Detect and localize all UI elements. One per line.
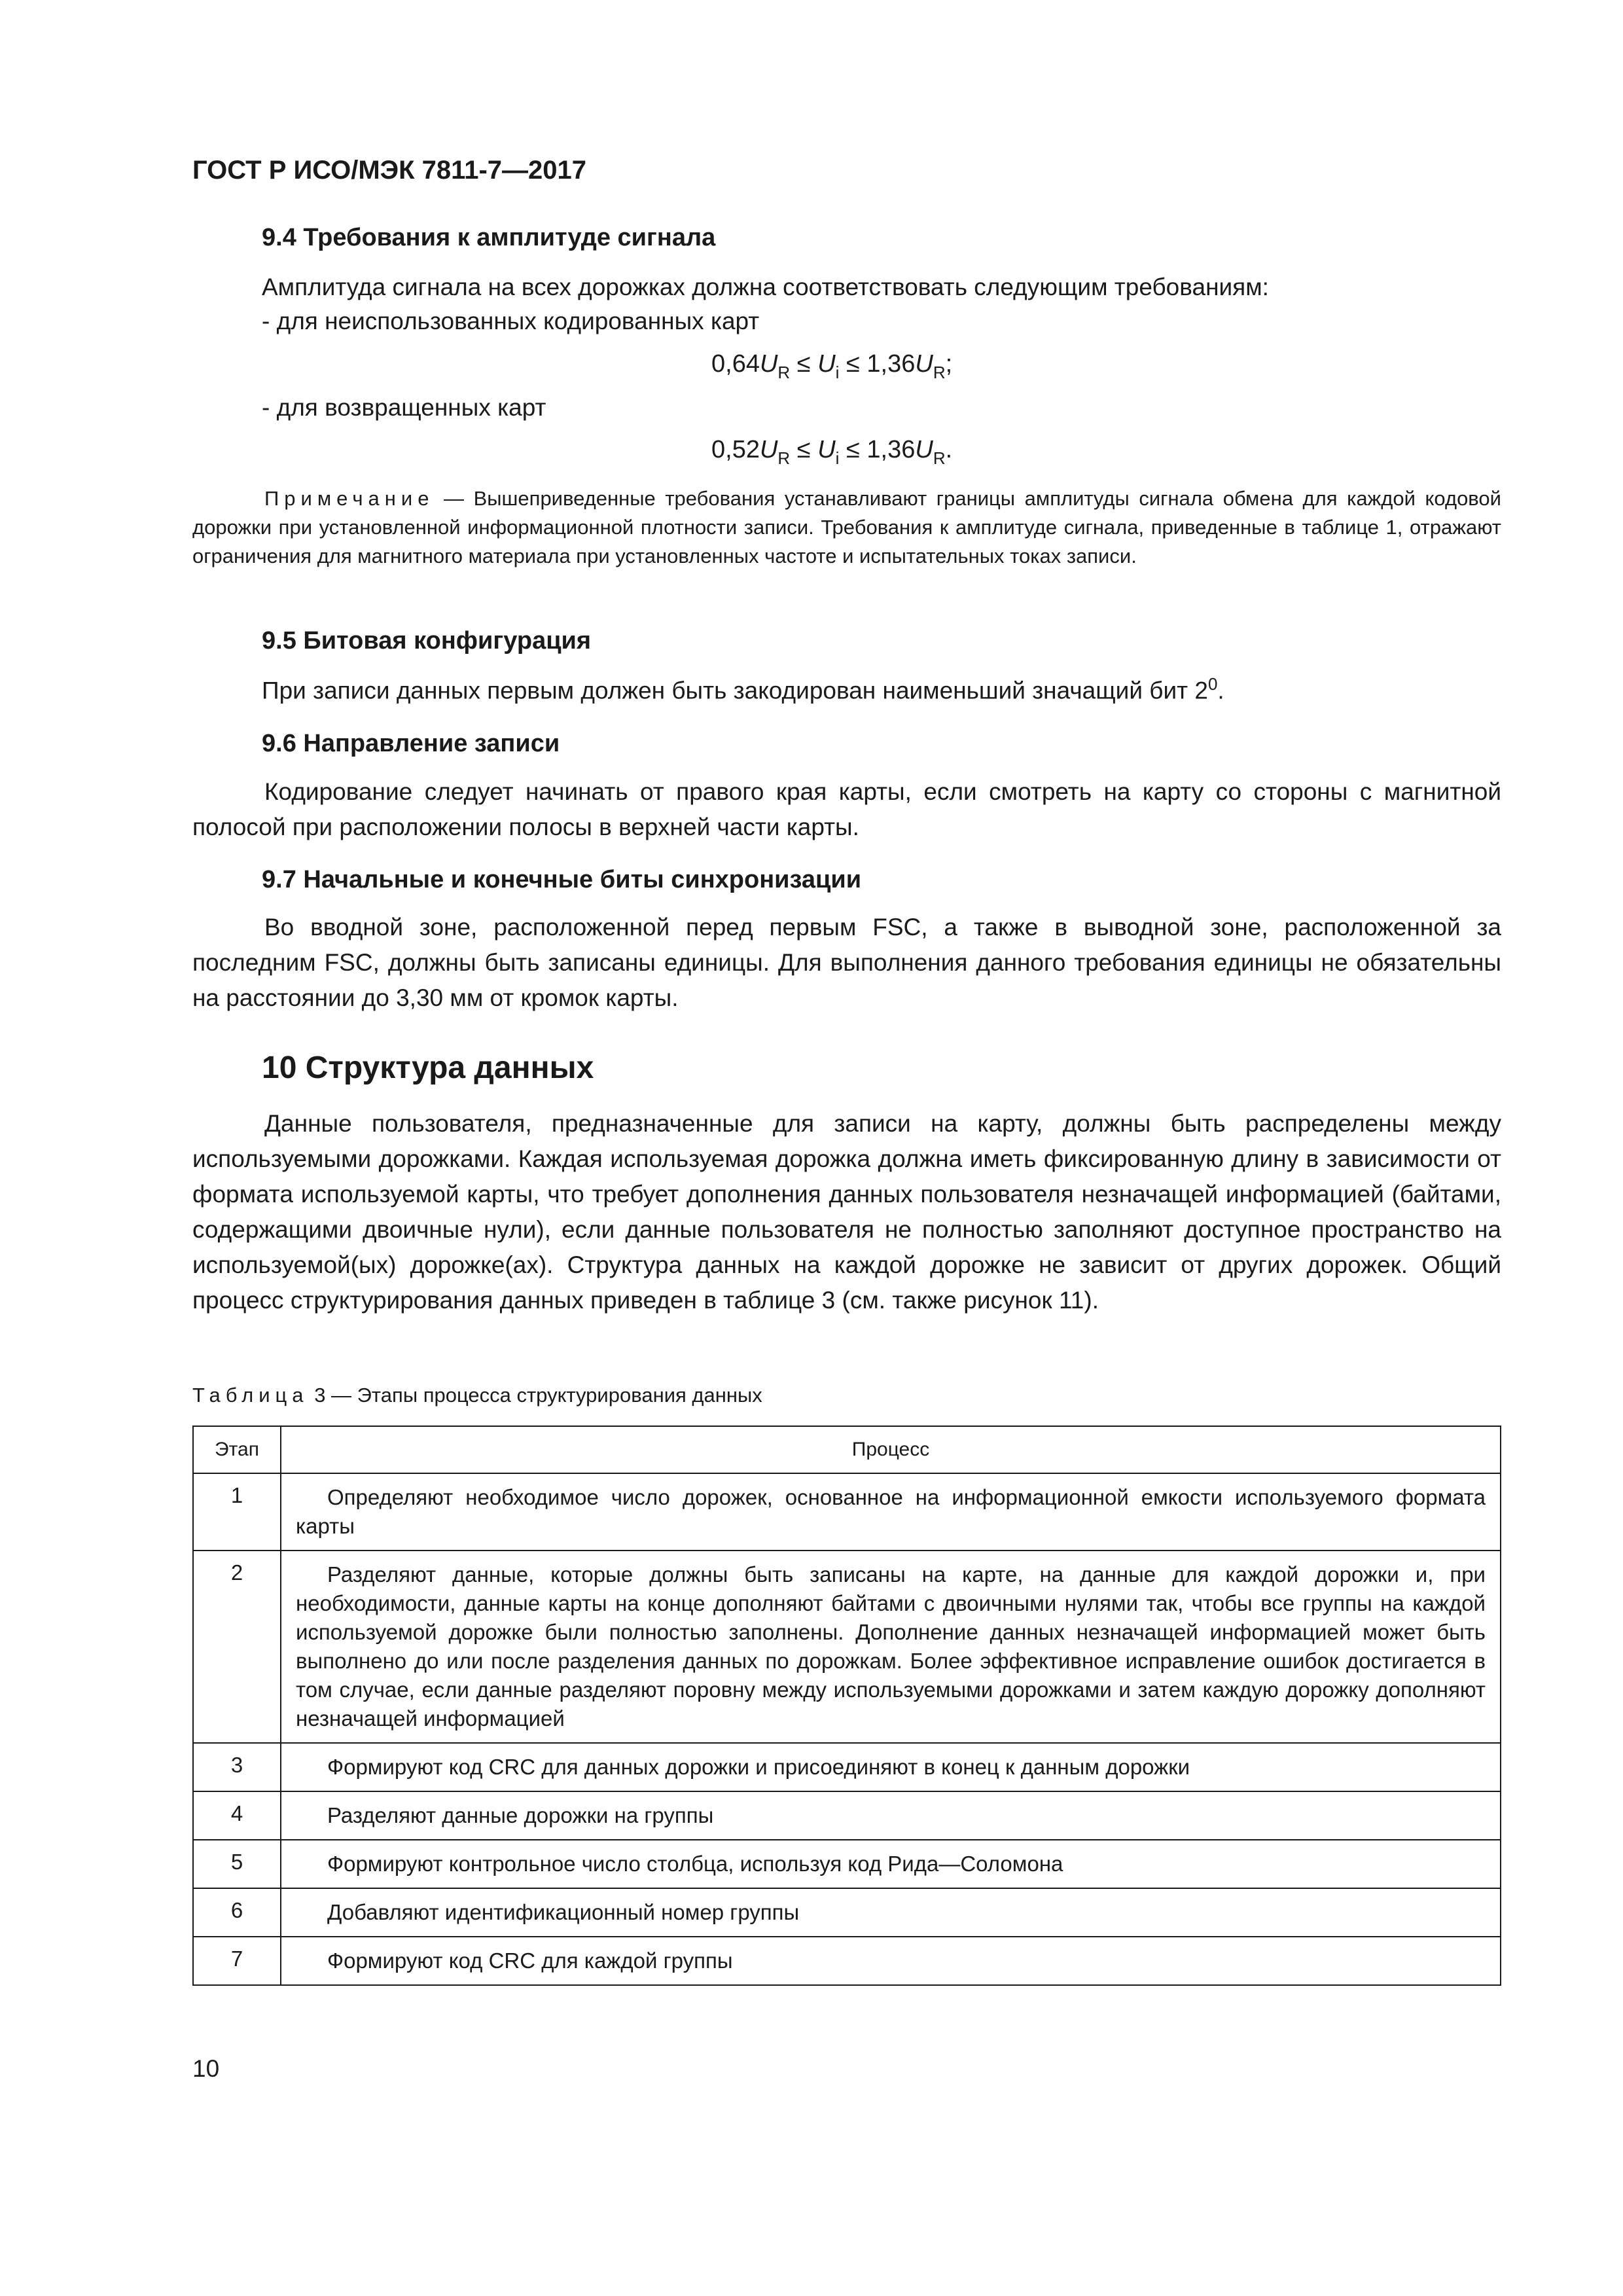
table-row [193, 1551, 1501, 1743]
note-paragraph [192, 484, 1501, 571]
formula-returned-cards: $0,52U_R \le U_i \le 1,36U_R$. [711, 436, 953, 468]
step-number: 3 [193, 1743, 281, 1791]
step-number: 6 [193, 1888, 281, 1937]
step-number: 4 [193, 1791, 281, 1840]
step-process: Разделяют данные, которые должны быть записаны на карте, на данные для каждой дорожки и, при необходимости, данные карты на конце дополняют байтами с двоичными нулями так, чтобы все группы на каждой используемой дорожке были полностью заполнены. Дополнение данных незначащей информацией может быть выполнено до или после разделения данных по дорожкам. Более эффективное исправление ошибок достигается в том случае, если данные разделяют поровну между используемыми дорожками и затем каждую дорожку дополняют незначащей информацией [281, 1551, 1501, 1743]
paragraph-bit-configuration: При записи данных первым должен быть закодирован наименьший значащий бит $2^0$. [262, 674, 1224, 704]
section-heading-9-5: 9.5 Битовая конфигурация [262, 627, 592, 655]
paragraph-intro: Амплитуда сигнала на всех дорожках должна соответствовать следующим требованиям: [262, 274, 1269, 300]
list-item-returned-cards: - для возвращенных карт [262, 394, 546, 421]
step-process: Формируют код CRC для данных дорожки и присоединяют в конец к данным дорожки [281, 1743, 1501, 1791]
section-heading-9-4: 9.4 Требования к амплитуде сигнала [262, 224, 716, 251]
step-process: Определяют необходимое число дорожек, основанное на информационной емкости используемого формата карты [281, 1473, 1501, 1551]
table-row [193, 1743, 1501, 1791]
paragraph-data-structure: Данные пользователя, предназначенные для записи на карту, должны быть распределены между используемыми дорожками. Каждая используемая дорожка должна иметь фиксированную длину в зависимости от формата используемой карты, что требует дополнения данных пользователя незначащей информацией (байтами, содержащими двоичные нули), если данные пользователя не полностью заполняют доступное пространство на используемой(ых) дорожке(ах). Структура данных на каждой дорожке не зависит от других дорожек. Общий процесс структурирования данных приведен в таблице 3 (см. также рисунок 11). [192, 1110, 1501, 1314]
list-item-unused-cards: - для неиспользованных кодированных карт [262, 308, 760, 334]
table-row [193, 1888, 1501, 1937]
document-header: ГОСТ Р ИСО/МЭК 7811-7—2017 [192, 156, 586, 185]
table-header-row [193, 1426, 1501, 1473]
column-header-process: Процесс [281, 1426, 1501, 1473]
column-header-step: Этап [193, 1426, 281, 1473]
step-process: Формируют контрольное число столбца, используя код Рида—Соломона [281, 1840, 1501, 1888]
table-row [193, 1791, 1501, 1840]
step-process: Добавляют идентификационный номер группы [281, 1888, 1501, 1937]
step-number: 5 [193, 1840, 281, 1888]
step-process: Формируют код CRC для каждой группы [281, 1937, 1501, 1985]
table-row [193, 1937, 1501, 1985]
note-label: Примечание [264, 487, 435, 510]
note-text: — Вышеприведенные требования устанавливают границы амплитуды сигнала обмена для каждой кодовой дорожки при установленной информационной плотности записи. Требования к амплитуде сигнала, приведенные в таблице 1, отражают ограничения для магнитного материала при установленных частоте и испытательных токах записи. [192, 487, 1501, 567]
paragraph-recording-direction: Кодирование следует начинать от правого края карты, если смотреть на карту со стороны с магнитной полосой при расположении полосы в верхней части карты. [192, 778, 1501, 840]
table-row [193, 1840, 1501, 1888]
formula-unused-cards: $0,64U_R \le U_i \le 1,36U_R$; [711, 350, 953, 382]
page-number: 10 [192, 2055, 220, 2082]
step-process: Разделяют данные дорожки на группы [281, 1791, 1501, 1840]
step-number: 2 [193, 1551, 281, 1743]
table-caption: Таблица 3 — Этапы процесса структурирования данных [192, 1384, 762, 1407]
section-heading-9-6: 9.6 Направление записи [262, 730, 560, 757]
paragraph-sync-bits: Во вводной зоне, расположенной перед первым FSC, а также в выводной зоне, расположенной за последним FSC, должны быть записаны единицы. Для выполнения данного требования единицы не обязательны на расстоянии до 3,30 мм от кромок карты. [192, 914, 1501, 1011]
section-heading-9-7: 9.7 Начальные и конечные биты синхронизации [262, 866, 862, 893]
step-number: 7 [193, 1937, 281, 1985]
section-heading-10: 10 Структура данных [262, 1050, 594, 1085]
process-steps-table [192, 1426, 1501, 1986]
step-number: 1 [193, 1473, 281, 1551]
table-row [193, 1473, 1501, 1551]
